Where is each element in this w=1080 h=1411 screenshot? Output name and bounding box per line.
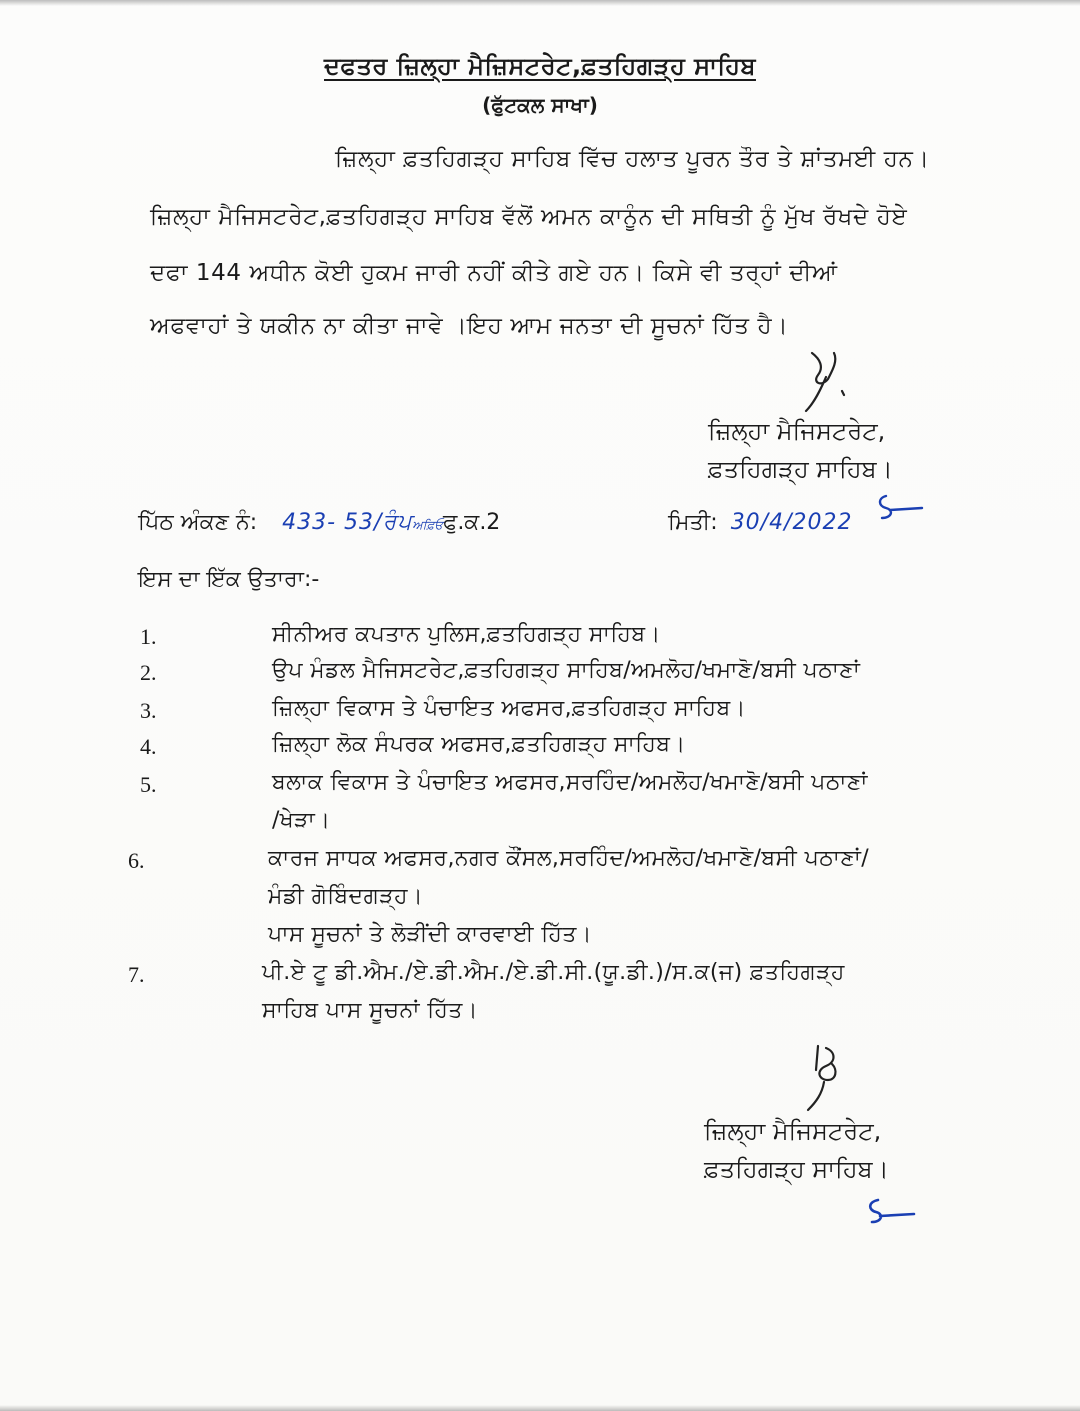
item-7-number: 7. bbox=[128, 962, 145, 987]
signatory-1-title: ਜ਼ਿਲ੍ਹਾ ਮੈਜਿਸਟਰੇਟ, bbox=[708, 417, 886, 445]
item-2-line-1: ਉਪ ਮੰਡਲ ਮੈਜਿਸਟਰੇਟ,ਫ਼ਤਹਿਗੜ੍ਹ ਸਾਹਿਬ/ਅਮਲੋਹ/ਖਮਾਣੋ/ਬਸੀ ਪਠਾਣਾਂ bbox=[272, 658, 861, 683]
item-1-line-1: ਸੀਨੀਅਰ ਕਪਤਾਨ ਪੁਲਿਸ,ਫ਼ਤਹਿਗੜ੍ਹ ਸਾਹਿਬ। bbox=[272, 622, 661, 647]
endorsement-number: 433- 53/ਰੰਪ bbox=[282, 510, 413, 535]
item-6-line-1: ਕਾਰਜ ਸਾਧਕ ਅਫਸਰ,ਨਗਰ ਕੌਂਸਲ,ਸਰਹਿੰਦ/ਅਮਲੋਹ/ਖਮਾਣੋ/ਬਸੀ ਪਠਾਣਾਂ/ bbox=[268, 846, 870, 871]
date-label: ਮਿਤੀ: bbox=[668, 510, 718, 535]
body-line-1: ਜ਼ਿਲ੍ਹਾ ਫ਼ਤਹਿਗੜ੍ਹ ਸਾਹਿਬ ਵਿੱਚ ਹਲਾਤ ਪੂਰਨ ਤੌਰ ਤੇ ਸ਼ਾਂਤਮਈ ਹਨ। bbox=[335, 146, 930, 172]
signatory-1-place: ਫ਼ਤਹਿਗੜ੍ਹ ਸਾਹਿਬ। bbox=[708, 455, 893, 483]
item-5-line-2: /ਖੇੜਾ। bbox=[272, 808, 331, 833]
endorsement-suffix: ਫੁ.ਕ.2 bbox=[442, 510, 501, 535]
body-line-4: ਅਫਵਾਹਾਂ ਤੇ ਯਕੀਨ ਨਾ ਕੀਤਾ ਜਾਵੇ ।ਇਹ ਆਮ ਜਨਤਾ ਦੀ ਸੂਚਨਾਂ ਹਿੱਤ ਹੈ। bbox=[150, 313, 789, 339]
item-1-number: 1. bbox=[140, 624, 157, 649]
item-4-line-1: ਜ਼ਿਲ੍ਹਾ ਲੋਕ ਸੰਪਰਕ ਅਫਸਰ,ਫ਼ਤਹਿਗੜ੍ਹ ਸਾਹਿਬ। bbox=[272, 732, 686, 757]
endorsement-number-small: ਅਫ਼ਿਓ bbox=[412, 518, 443, 532]
initial-mark-2 bbox=[862, 1194, 922, 1228]
copy-label: ਇਸ ਦਾ ਇੱਕ ਉਤਾਰਾ:- bbox=[138, 567, 320, 592]
item-3-number: 3. bbox=[140, 698, 157, 723]
item-6-line-2: ਮੰਡੀ ਗੋਬਿੰਦਗੜ੍ਹ। bbox=[268, 884, 424, 909]
item-6-number: 6. bbox=[128, 848, 145, 873]
initial-mark-1 bbox=[872, 490, 932, 524]
bottom-edge-shadow bbox=[0, 1405, 1080, 1411]
date-value: 30/4/2022 bbox=[730, 510, 853, 535]
item-4-number: 4. bbox=[140, 734, 157, 759]
document-heading: ਦਫਤਰ ਜ਼ਿਲ੍ਹਾ ਮੈਜ਼ਿਸਟਰੇਟ,ਫ਼ਤਹਿਗੜ੍ਹ ਸਾਹਿਬ bbox=[324, 52, 756, 80]
signatory-2-place: ਫ਼ਤਹਿਗੜ੍ਹ ਸਾਹਿਬ। bbox=[704, 1155, 889, 1183]
item-3-line-1: ਜ਼ਿਲ੍ਹਾ ਵਿਕਾਸ ਤੇ ਪੰਚਾਇਤ ਅਫਸਰ,ਫ਼ਤਹਿਗੜ੍ਹ ਸਾਹਿਬ। bbox=[272, 696, 746, 721]
body-line-3: ਦਫਾ 144 ਅਧੀਨ ਕੋਈ ਹੁਕਮ ਜਾਰੀ ਨਹੀਂ ਕੀਤੇ ਗਏ ਹਨ। ਕਿਸੇ ਵੀ ਤਰ੍ਹਾਂ ਦੀਆਂ bbox=[150, 260, 838, 286]
signature-scribble-1 bbox=[798, 345, 868, 415]
endorsement-line bbox=[138, 510, 500, 535]
item-5-number: 5. bbox=[140, 772, 157, 797]
item-5-line-1: ਬਲਾਕ ਵਿਕਾਸ ਤੇ ਪੰਚਾਇਤ ਅਫਸਰ,ਸਰਹਿੰਦ/ਅਮਲੋਹ/ਖਮਾਣੋ/ਬਸੀ ਪਠਾਣਾਂ bbox=[272, 770, 868, 795]
item-2-number: 2. bbox=[140, 660, 157, 685]
top-edge-shadow bbox=[0, 0, 1080, 6]
signatory-2-title: ਜ਼ਿਲ੍ਹਾ ਮੈਜਿਸਟਰੇਟ, bbox=[704, 1117, 882, 1145]
item-7-line-2: ਸਾਹਿਬ ਪਾਸ ਸੂਚਨਾਂ ਹਿੱਤ। bbox=[262, 998, 478, 1023]
document-subheading: (ਫੁੱਟਕਲ ਸਾਖਾ) bbox=[482, 93, 598, 117]
endorsement-label: ਪਿੱਠ ਅੰਕਣ ਨੰ: bbox=[138, 510, 258, 535]
item-7-line-1: ਪੀ.ਏ ਟੂ ਡੀ.ਐਮ./ਏ.ਡੀ.ਐਮ./ਏ.ਡੀ.ਸੀ.(ਯੂ.ਡੀ.)/ਸ.ਕ(ਜ) ਫ਼ਤਹਿਗੜ੍ਹ bbox=[262, 960, 845, 985]
date-line bbox=[668, 510, 853, 535]
signature-block-2 bbox=[704, 1112, 889, 1188]
item-6-line-3: ਪਾਸ ਸੂਚਨਾਂ ਤੇ ਲੋੜੀਂਦੀ ਕਾਰਵਾਈ ਹਿੱਤ। bbox=[268, 922, 592, 947]
signature-block-1 bbox=[708, 412, 893, 488]
signature-scribble-2 bbox=[796, 1040, 866, 1114]
body-line-2: ਜ਼ਿਲ੍ਹਾ ਮੈਜਿਸਟਰੇਟ,ਫ਼ਤਹਿਗੜ੍ਹ ਸਾਹਿਬ ਵੱਲੋਂ ਅਮਨ ਕਾਨੂੰਨ ਦੀ ਸਥਿਤੀ ਨੂੰ ਮੁੱਖ ਰੱਖਦੇ ਹੋਏ bbox=[150, 204, 908, 230]
